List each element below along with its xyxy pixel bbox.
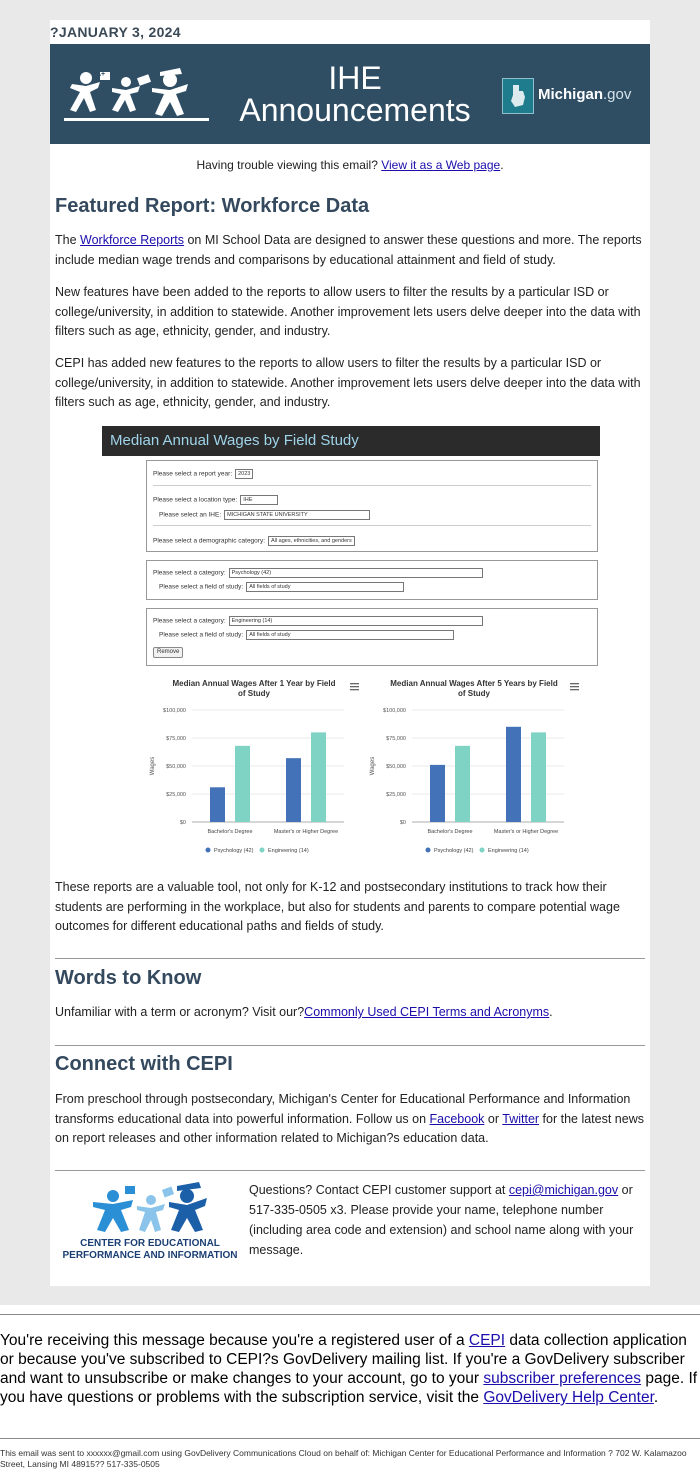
ihe-label: Please select an IHE: [159,511,222,519]
category2-row [153,616,483,626]
svg-text:A+: A+ [96,71,106,78]
sender-info: This email was sent to xxxxxx@gmail.com using GovDelivery Communications Cloud on behalf of: Michigan Center for Educational Performance and Information ? 702 W. Kalamazoo Street, Lansing MI 48915?? 517-335-0505 [0,1448,687,1469]
category2-select[interactable]: Engineering (14) [229,616,483,626]
words-paragraph [55,1003,645,1023]
category-panel-1 [146,560,598,600]
children-logo-icon [64,66,209,126]
divider-3 [55,1170,645,1171]
cepi-logo [55,1180,245,1262]
location-type-label: Please select a location type: [153,496,238,504]
connect-paragraph [55,1090,645,1149]
chart-title-line1: Median Annual Wages After 5 Years by Field [390,679,558,688]
cepi-email-link[interactable]: cepi@michigan.gov [508,1183,619,1197]
banner-title-line1: IHE [328,60,382,96]
featured-heading: Featured Report: Workforce Data [55,195,370,217]
filter-panel [146,460,598,552]
michigan-gov-name: Michigan [538,86,604,103]
footer-divider-1 [0,1314,700,1315]
cepi-link[interactable]: CEPI [468,1332,506,1349]
y-tick-label: $50,000 [386,764,406,770]
ihe-select[interactable]: MICHIGAN STATE UNIVERSITY [224,510,370,520]
category2-label: Please select a category: [153,617,226,625]
words-post: . [549,1005,553,1019]
x-tick-label: Bachelor's Degree [427,829,473,835]
field1-select[interactable]: All fields of study [246,582,404,592]
bar-psychology-0 [210,787,225,822]
view-online-line [50,158,650,172]
connect-or: or [484,1111,503,1126]
y-tick-label: $75,000 [386,736,406,742]
report-year-label: Please select a report year: [153,470,233,478]
p1-pre: The [55,233,81,247]
workforce-reports-link[interactable]: Workforce Reports [80,233,184,247]
y-axis-label: Wages [370,756,376,776]
location-type-row [153,495,278,505]
y-axis-label: Wages [150,756,156,776]
legend-label: Engineering (14) [488,848,529,854]
michigan-gov-suffix: .gov [603,86,632,103]
featured-paragraph-3: CEPI has added new features to the reports to allow users to filter the results by a particular ISD or college/university, in addition to statewide. Another improvement lets users delve deeper into the data with filters such as age, ethnicity, gender, and industry. [55,356,641,409]
cepi-terms-link[interactable]: Commonly Used CEPI Terms and Acronyms [304,1005,550,1019]
chart-title-line1: Median Annual Wages After 1 Year by Field [172,679,336,688]
field2-label: Please select a field of study: [159,631,244,639]
contact-paragraph [249,1180,644,1260]
divider-2 [55,1045,645,1046]
legend-marker [206,848,211,853]
ihe-row [159,510,370,520]
y-tick-label: $25,000 [386,792,406,798]
location-type-select[interactable]: IHE [240,495,278,505]
chart-wages-5-years [364,674,586,860]
web-page-link[interactable]: View it as a Web page [381,158,501,172]
trouble-text: Having trouble viewing this email? [196,158,382,172]
words-heading: Words to Know [55,967,202,989]
y-tick-label: $0 [399,820,406,826]
subscription-notice [0,1331,700,1407]
demographic-row [153,536,355,546]
facebook-link[interactable]: Facebook [429,1111,485,1126]
header-banner [50,44,650,144]
chart-title-line2: of Study [458,689,490,698]
contact-pre: Questions? Contact CEPI customer support at [249,1183,509,1197]
footer-end: . [653,1389,659,1406]
x-tick-label: Master's or Higher Degree [273,829,339,835]
chart-menu-icon [570,683,579,690]
category1-select[interactable]: Psychology (42) [229,568,483,578]
subscriber-preferences-link[interactable]: subscriber preferences [483,1370,642,1387]
demographic-select[interactable]: All ages, ethnicities, and genders [268,536,355,546]
y-tick-label: $100,000 [383,708,406,714]
govdelivery-help-link[interactable]: GovDelivery Help Center [483,1389,654,1406]
footer-mid2: page. If you have questions or problems with the subscription service, visit the [0,1370,698,1406]
footer-pre: You're receiving this message because you're a registered user of a [0,1332,469,1349]
banner-title-line2: Announcements [239,92,471,128]
x-tick-label: Bachelor's Degree [207,829,253,835]
footer-mid1: data collection application or because you've subscribed to CEPI?s GovDelivery mailing list. If you're a GovDelivery subscriber and want to unsubscribe or make changes to your account, go to your [0,1332,687,1387]
p1-post: on MI School Data are designed to answer these questions and more. The reports include median wage trends and comparisons by educational attainment and field of study. [55,233,642,267]
category-panel-2 [146,608,598,666]
y-tick-label: $75,000 [166,736,186,742]
connect-pre: From preschool through postsecondary, Michigan's Center for Educational Performance and Information transforms educational data into powerful information. Follow us on [55,1092,631,1126]
michigan-gov-logo[interactable] [538,86,631,103]
legend-marker [480,848,485,853]
y-tick-label: $50,000 [166,764,186,770]
y-tick-label: $100,000 [163,708,186,714]
report-year-row [153,469,253,479]
footer-divider-2 [0,1438,700,1439]
legend-label: Psychology (42) [434,848,474,854]
banner-title [230,62,480,126]
bar-psychology-1 [506,727,521,822]
demographic-label: Please select a demographic category: [153,537,266,545]
trouble-end: . [500,158,504,172]
cepi-logo-line1: CENTER FOR EDUCATIONAL [80,1238,220,1249]
bar-psychology-0 [430,765,445,822]
field1-label: Please select a field of study: [159,583,244,591]
featured-paragraph-4: These reports are a valuable tool, not only for K-12 and postsecondary institutions to track how their students are performing in the workplace, but also for students and parents to compare potential wage outcomes for different educational paths and fields of study. [55,880,620,933]
twitter-link[interactable]: Twitter [502,1111,540,1126]
bar-engineering-0 [235,746,250,822]
figure-title: Median Annual Wages by Field Study [102,426,600,456]
bar-psychology-1 [286,758,301,822]
contact-post: or 517-335-0505 x3. Please provide your name, telephone number (including area code and extension) and school name along with your message. [249,1183,634,1257]
field1-row [159,582,404,592]
x-tick-label: Master's or Higher Degree [493,829,559,835]
chart-wages-1-year [144,674,366,860]
featured-paragraph-1 [55,231,645,270]
cepi-children-icon [55,1180,245,1236]
featured-paragraph-2: New features have been added to the reports to allow users to filter the results by a particular ISD or college/university, in addition to statewide. Another improvement lets users delve deeper into the data with filters such as age, ethnicity, gender, and industry. [55,285,641,338]
category1-label: Please select a category: [153,569,226,577]
connect-heading: Connect with CEPI [55,1053,233,1075]
legend-marker [426,848,431,853]
michigan-state-icon [502,78,534,114]
bar-engineering-1 [531,732,546,822]
chart-title-line2: of Study [238,689,270,698]
legend-label: Psychology (42) [214,848,254,854]
legend-label: Engineering (14) [268,848,309,854]
legend-marker [260,848,265,853]
report-year-select[interactable]: 2023 [235,469,253,479]
issue-date: ?JANUARY 3, 2024 [50,24,181,40]
report-screenshot [102,426,600,866]
y-tick-label: $25,000 [166,792,186,798]
remove-button[interactable]: Remove [153,647,183,658]
field2-row [159,630,454,640]
words-pre: Unfamiliar with a term or acronym? Visit our? [55,1005,305,1019]
field2-select[interactable]: All fields of study [246,630,454,640]
divider-1 [55,958,645,959]
cepi-logo-line2: PERFORMANCE AND INFORMATION [62,1250,238,1261]
category1-row [153,568,483,578]
y-tick-label: $0 [179,820,186,826]
bar-engineering-0 [455,746,470,822]
connect-post: for the latest news on report releases and other information related to Michigan?s education data. [55,1111,644,1145]
bar-engineering-1 [311,732,326,822]
chart-menu-icon [350,683,359,690]
